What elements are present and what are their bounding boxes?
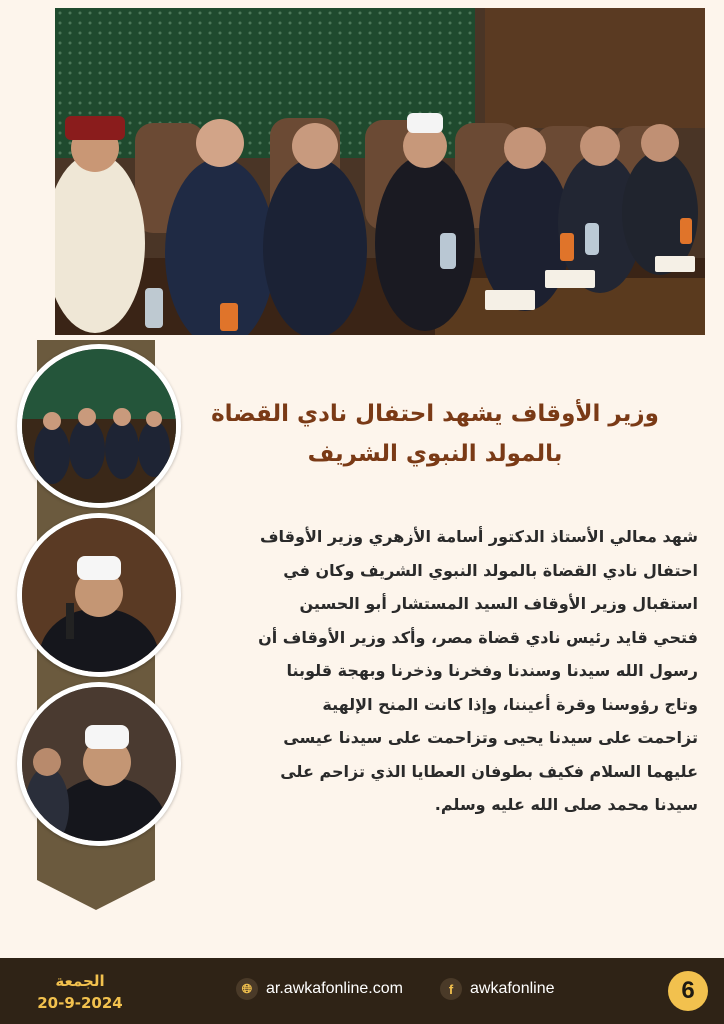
body-line: شهد معالي الأستاذ الدكتور أسامة الأزهري وزير الأوقاف [259, 527, 698, 546]
photo-circle-3 [17, 682, 181, 846]
facebook-link[interactable] [440, 978, 555, 1000]
article-body [178, 520, 698, 822]
facebook-label: awkafonline [470, 980, 555, 997]
footer-bar [0, 958, 724, 1024]
title-line: وزير الأوقاف يشهد احتفال نادي القضاة [211, 401, 659, 427]
website-link[interactable] [236, 978, 403, 1000]
globe-icon: 🌐︎ [236, 978, 258, 1000]
title-line: بالمولد النبوي الشريف [307, 441, 563, 467]
footer-date [20, 970, 140, 1014]
body-line: رسول الله سيدنا وسندنا وفخرنا وذخرنا وبهجة قلوبنا [286, 661, 698, 680]
body-line: فتحي قايد رئيس نادي قضاة مصر، وأكد وزير الأوقاف أن [258, 627, 698, 647]
body-line: عليهما السلام فكيف بطوفان العطايا الذي تزاحم على [280, 761, 698, 781]
page-number: 6 [668, 971, 708, 1011]
facebook-icon: f [440, 978, 462, 1000]
hero-photo [55, 8, 705, 335]
footer-day: الجمعة [55, 972, 105, 990]
photo-circle-1 [17, 344, 181, 508]
body-line: احتفال نادي القضاة بالمولد النبوي الشريف وكان في [283, 560, 698, 580]
article-title [200, 394, 670, 474]
body-line: تزاحمت على سيدنا يحيى وتزاحمت على سيدنا عيسى [283, 728, 698, 747]
body-line: سيدنا محمد صلى الله عليه وسلم. [434, 795, 698, 814]
body-line: وتاج رؤوسنا وقرة أعيننا، وإذا كانت المنح الإلهية [322, 694, 698, 714]
photo-circle-2 [17, 513, 181, 677]
body-line: استقبال وزير الأوقاف السيد المستشار أبو الحسين [299, 594, 698, 613]
website-label: ar.awkafonline.com [266, 980, 403, 997]
footer-date-value: 20-9-2024 [37, 994, 123, 1012]
